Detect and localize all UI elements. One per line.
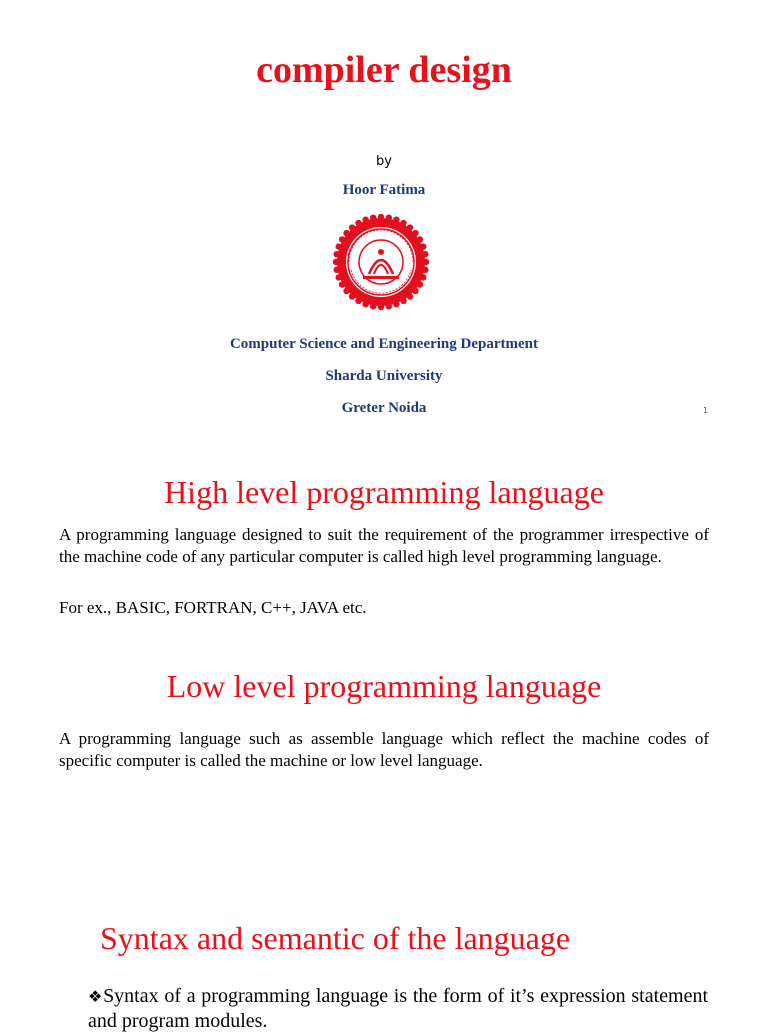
byline: by [376, 154, 392, 169]
bullet-text: Syntax of a programming language is the form of it’s expression statement and program modules. [88, 985, 709, 1032]
section-paragraph: For ex., BASIC, FORTRAN, C++, JAVA etc. [59, 598, 367, 617]
university: Sharda University [325, 368, 443, 384]
page-title: compiler design [256, 49, 512, 91]
section-heading-low-level: Low level programming language [166, 668, 602, 704]
section-paragraph: A programming language designed to suit the requirement of the programmer irrespective of the machine code of any particular computer is called high level programming language. [59, 525, 709, 566]
author-name: Hoor Fatima [342, 182, 426, 198]
list-item [88, 984, 708, 1033]
slide-number: 1 [703, 406, 709, 415]
section-paragraph: A programming language such as assemble language which reflect the machine codes of specific computer is called the machine or low level language. [59, 729, 709, 770]
diamond-bullet-icon: ❖ [88, 987, 104, 1006]
institute-seal-icon [331, 212, 431, 312]
department: Computer Science and Engineering Department [229, 336, 539, 352]
section-heading-syntax: Syntax and semantic of the language [100, 920, 571, 956]
section-heading-high-level: High level programming language [164, 474, 604, 510]
city: Greter Noida [341, 400, 427, 416]
